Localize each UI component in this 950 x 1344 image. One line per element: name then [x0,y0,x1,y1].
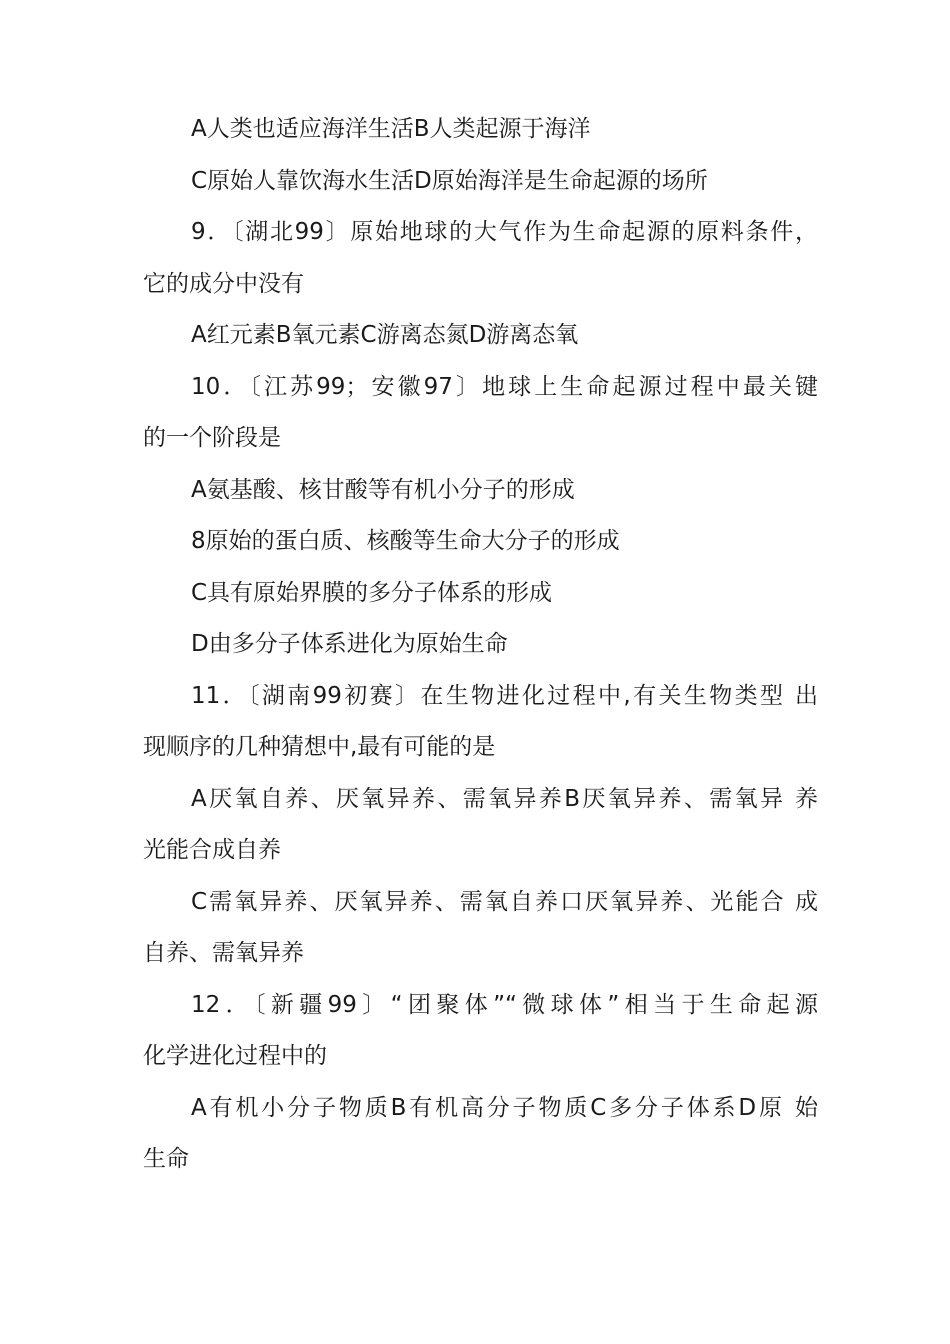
document-body [143,104,818,1186]
text-line: C具有原始界膜的多分子体系的形成 [191,579,553,606]
text-line: A红元素B氧元素C游离态氮D游离态氧 [191,322,579,348]
text-line: 的一个阶段是 [143,425,281,451]
text-line: C需氧异养、厌氧异养、需氧自养口厌氧异养、光能合 成 [191,888,818,915]
text-line: A人类也适应海洋生活B人类起源于海洋 [191,116,591,142]
text-line: A厌氧自养、厌氧异养、需氧异养B厌氧异养、需氧异 养 [191,785,818,812]
text-line: 生命 [143,1146,189,1172]
text-line: 现顺序的几种猜想中,最有可能的是 [143,734,496,760]
question-10-line: 10．〔江苏99；安徽97〕地球上生命起源过程中最关键 [191,373,818,400]
text-line: C原始人靠饮海水生活D原始海洋是生命起源的场所 [191,167,708,194]
text-line: A有机小分子物质B有机高分子物质C多分子体系D原 始 [191,1094,818,1121]
text-line: A氨基酸、核甘酸等有机小分子的形成 [191,476,575,503]
question-11-line: 11．〔湖南99初赛〕在生物进化过程中,有关生物类型 出 [191,682,818,709]
text-line: D由多分子体系进化为原始生命 [191,631,508,657]
text-line: 化学进化过程中的 [143,1043,327,1069]
text-line: 它的成分中没有 [143,270,304,297]
text-line: 自养、需氧异养 [143,940,304,966]
text-line: 光能合成自养 [143,837,281,863]
question-9-line: 9．〔湖北99〕原始地球的大气作为生命起源的原料条件， [191,219,818,245]
text-line: 8原始的蛋白质、核酸等生命大分子的形成 [191,528,620,554]
question-12-line: 12．〔新疆99〕“团聚体”“微球体”相当于生命起源 [191,991,818,1018]
